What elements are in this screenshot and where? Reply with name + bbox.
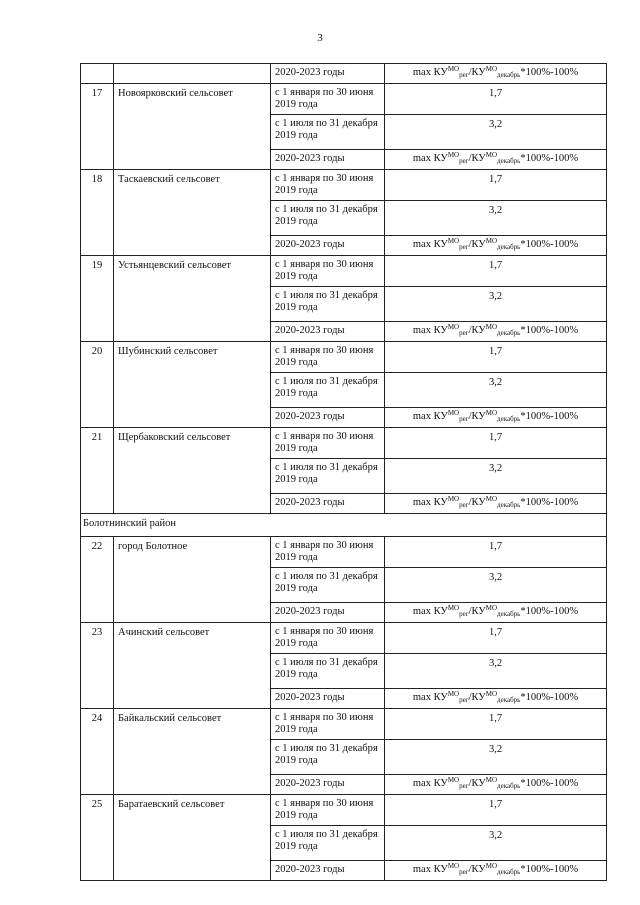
formula-cell — [385, 494, 607, 514]
period-cell: с 1 января по 30 июня 2019 года — [271, 623, 385, 654]
period-cell: с 1 июля по 31 декабря 2019 года — [271, 373, 385, 408]
row-number: 24 — [81, 709, 114, 795]
row-number: 18 — [81, 170, 114, 256]
formula-sup: МО — [447, 862, 460, 870]
table-row — [81, 342, 607, 373]
value-cell: 1,7 — [385, 256, 607, 287]
formula-sub: декабрь — [497, 696, 521, 704]
period-cell: с 1 января по 30 июня 2019 года — [271, 795, 385, 826]
value-cell: 3,2 — [385, 201, 607, 236]
period-cell: с 1 января по 30 июня 2019 года — [271, 537, 385, 568]
formula-sub: декабрь — [497, 71, 521, 79]
formula-sub: рег — [459, 71, 469, 79]
formula-suffix: *100%-100% — [520, 864, 579, 875]
formula-mid: /КУ — [468, 778, 486, 789]
number-cell — [81, 64, 114, 84]
period-cell: с 1 января по 30 июня 2019 года — [271, 170, 385, 201]
formula-sup: МО — [485, 604, 498, 612]
period-cell: с 1 января по 30 июня 2019 года — [271, 84, 385, 115]
formula-sup: МО — [485, 776, 498, 784]
period-cell: 2020-2023 годы — [271, 775, 385, 795]
formula-sub: рег — [459, 610, 469, 618]
municipality-name: Шубинский сельсовет — [114, 342, 271, 428]
table-row — [81, 428, 607, 459]
period-cell: с 1 июля по 31 декабря 2019 года — [271, 459, 385, 494]
formula-sub: рег — [459, 329, 469, 337]
period-cell: 2020-2023 годы — [271, 150, 385, 170]
formula-mid: /КУ — [468, 497, 486, 508]
formula-sub: рег — [459, 157, 469, 165]
municipality-name: Новоярковский сельсовет — [114, 84, 271, 170]
value-cell: 3,2 — [385, 115, 607, 150]
municipality-name: Ачинский сельсовет — [114, 623, 271, 709]
value-cell: 3,2 — [385, 373, 607, 408]
formula-sup: МО — [485, 862, 498, 870]
formula-sub: рег — [459, 243, 469, 251]
formula-prefix: max КУ — [412, 153, 448, 164]
table-row — [81, 170, 607, 201]
formula-mid: /КУ — [468, 239, 486, 250]
formula-suffix: *100%-100% — [520, 606, 579, 617]
formula-suffix: *100%-100% — [520, 411, 579, 422]
municipality-name: Устьянцевский сельсовет — [114, 256, 271, 342]
value-cell: 3,2 — [385, 459, 607, 494]
formula-sup: МО — [485, 65, 498, 73]
municipality-name: Баратаевский сельсовет — [114, 795, 271, 881]
period-cell: с 1 января по 30 июня 2019 года — [271, 256, 385, 287]
period-cell: 2020-2023 годы — [271, 689, 385, 709]
formula-cell — [385, 408, 607, 428]
row-number: 20 — [81, 342, 114, 428]
row-number: 23 — [81, 623, 114, 709]
period-cell: 2020-2023 годы — [271, 603, 385, 623]
municipality-name: город Болотное — [114, 537, 271, 623]
formula-cell — [385, 861, 607, 881]
value-cell: 1,7 — [385, 84, 607, 115]
formula-sup: МО — [447, 409, 460, 417]
value-cell: 1,7 — [385, 623, 607, 654]
formula-suffix: *100%-100% — [520, 325, 579, 336]
formula-cell — [385, 689, 607, 709]
formula-prefix: max КУ — [412, 864, 448, 875]
formula-prefix: max КУ — [412, 67, 448, 78]
formula-mid: /КУ — [468, 606, 486, 617]
row-number: 17 — [81, 84, 114, 170]
formula-cell — [385, 603, 607, 623]
district-label: Болотнинский район — [81, 514, 607, 537]
formula-cell — [385, 236, 607, 256]
value-cell: 3,2 — [385, 826, 607, 861]
formula-sup: МО — [485, 323, 498, 331]
period-cell: 2020-2023 годы — [271, 322, 385, 342]
value-cell: 1,7 — [385, 795, 607, 826]
formula-sub: декабрь — [497, 501, 521, 509]
formula-sup: МО — [447, 495, 460, 503]
formula-sub: рег — [459, 868, 469, 876]
table-row — [81, 537, 607, 568]
formula-sup: МО — [447, 690, 460, 698]
formula-sub: рег — [459, 415, 469, 423]
formula-cell — [385, 150, 607, 170]
value-cell: 3,2 — [385, 654, 607, 689]
municipality-name: Щербаковский сельсовет — [114, 428, 271, 514]
formula-suffix: *100%-100% — [520, 67, 579, 78]
formula-sub: декабрь — [497, 415, 521, 423]
period-cell: с 1 июля по 31 декабря 2019 года — [271, 740, 385, 775]
formula-cell — [385, 775, 607, 795]
formula-sup: МО — [485, 237, 498, 245]
table-row — [81, 795, 607, 826]
formula-mid: /КУ — [468, 67, 486, 78]
formula-sup: МО — [447, 323, 460, 331]
period-cell: с 1 июля по 31 декабря 2019 года — [271, 826, 385, 861]
row-number: 25 — [81, 795, 114, 881]
row-number: 21 — [81, 428, 114, 514]
period-cell: с 1 января по 30 июня 2019 года — [271, 342, 385, 373]
period-cell: с 1 июля по 31 декабря 2019 года — [271, 115, 385, 150]
name-cell — [114, 64, 271, 84]
formula-sup: МО — [485, 495, 498, 503]
formula-mid: /КУ — [468, 411, 486, 422]
formula-sup: МО — [485, 690, 498, 698]
formula-mid: /КУ — [468, 153, 486, 164]
value-cell: 3,2 — [385, 740, 607, 775]
formula-sup: МО — [447, 151, 460, 159]
value-cell: 1,7 — [385, 428, 607, 459]
value-cell: 3,2 — [385, 568, 607, 603]
table-row — [81, 709, 607, 740]
row-number: 19 — [81, 256, 114, 342]
value-cell: 3,2 — [385, 287, 607, 322]
formula-sub: декабрь — [497, 782, 521, 790]
formula-prefix: max КУ — [412, 692, 448, 703]
formula-mid: /КУ — [468, 692, 486, 703]
formula-suffix: *100%-100% — [520, 778, 579, 789]
formula-cell — [385, 322, 607, 342]
formula-mid: /КУ — [468, 325, 486, 336]
formula-sub: рег — [459, 782, 469, 790]
formula-sub: рег — [459, 696, 469, 704]
formula-suffix: *100%-100% — [520, 239, 579, 250]
value-cell: 1,7 — [385, 170, 607, 201]
value-cell: 1,7 — [385, 342, 607, 373]
period-cell: 2020-2023 годы — [271, 64, 385, 84]
formula-sub: декабрь — [497, 610, 521, 618]
formula-prefix: max КУ — [412, 606, 448, 617]
table-row — [81, 623, 607, 654]
period-cell: с 1 июля по 31 декабря 2019 года — [271, 654, 385, 689]
formula-sub: декабрь — [497, 243, 521, 251]
period-cell: с 1 июля по 31 декабря 2019 года — [271, 201, 385, 236]
page-number: 3 — [317, 32, 323, 44]
value-cell: 1,7 — [385, 537, 607, 568]
formula-cell — [385, 64, 607, 84]
period-cell: 2020-2023 годы — [271, 494, 385, 514]
formula-prefix: max КУ — [412, 497, 448, 508]
formula-suffix: *100%-100% — [520, 153, 579, 164]
formula-sup: МО — [447, 604, 460, 612]
value-cell: 1,7 — [385, 709, 607, 740]
formula-prefix: max КУ — [412, 239, 448, 250]
table-row — [81, 256, 607, 287]
period-cell: с 1 января по 30 июня 2019 года — [271, 709, 385, 740]
table-row — [81, 84, 607, 115]
formula-prefix: max КУ — [412, 411, 448, 422]
formula-sub: декабрь — [497, 329, 521, 337]
formula-sup: МО — [485, 409, 498, 417]
period-cell: 2020-2023 годы — [271, 408, 385, 428]
tariff-index-table — [80, 63, 607, 881]
period-cell: 2020-2023 годы — [271, 861, 385, 881]
period-cell: с 1 июля по 31 декабря 2019 года — [271, 287, 385, 322]
period-cell: 2020-2023 годы — [271, 236, 385, 256]
district-row — [81, 514, 607, 537]
table-row — [81, 64, 607, 84]
formula-prefix: max КУ — [412, 325, 448, 336]
formula-sup: МО — [447, 237, 460, 245]
formula-prefix: max КУ — [412, 778, 448, 789]
formula-sub: рег — [459, 501, 469, 509]
municipality-name: Байкальский сельсовет — [114, 709, 271, 795]
formula-sup: МО — [485, 151, 498, 159]
formula-suffix: *100%-100% — [520, 497, 579, 508]
period-cell: с 1 июля по 31 декабря 2019 года — [271, 568, 385, 603]
formula-mid: /КУ — [468, 864, 486, 875]
formula-sup: МО — [447, 65, 460, 73]
formula-suffix: *100%-100% — [520, 692, 579, 703]
formula-sub: декабрь — [497, 157, 521, 165]
formula-sub: декабрь — [497, 868, 521, 876]
period-cell: с 1 января по 30 июня 2019 года — [271, 428, 385, 459]
municipality-name: Таскаевский сельсовет — [114, 170, 271, 256]
row-number: 22 — [81, 537, 114, 623]
formula-sup: МО — [447, 776, 460, 784]
